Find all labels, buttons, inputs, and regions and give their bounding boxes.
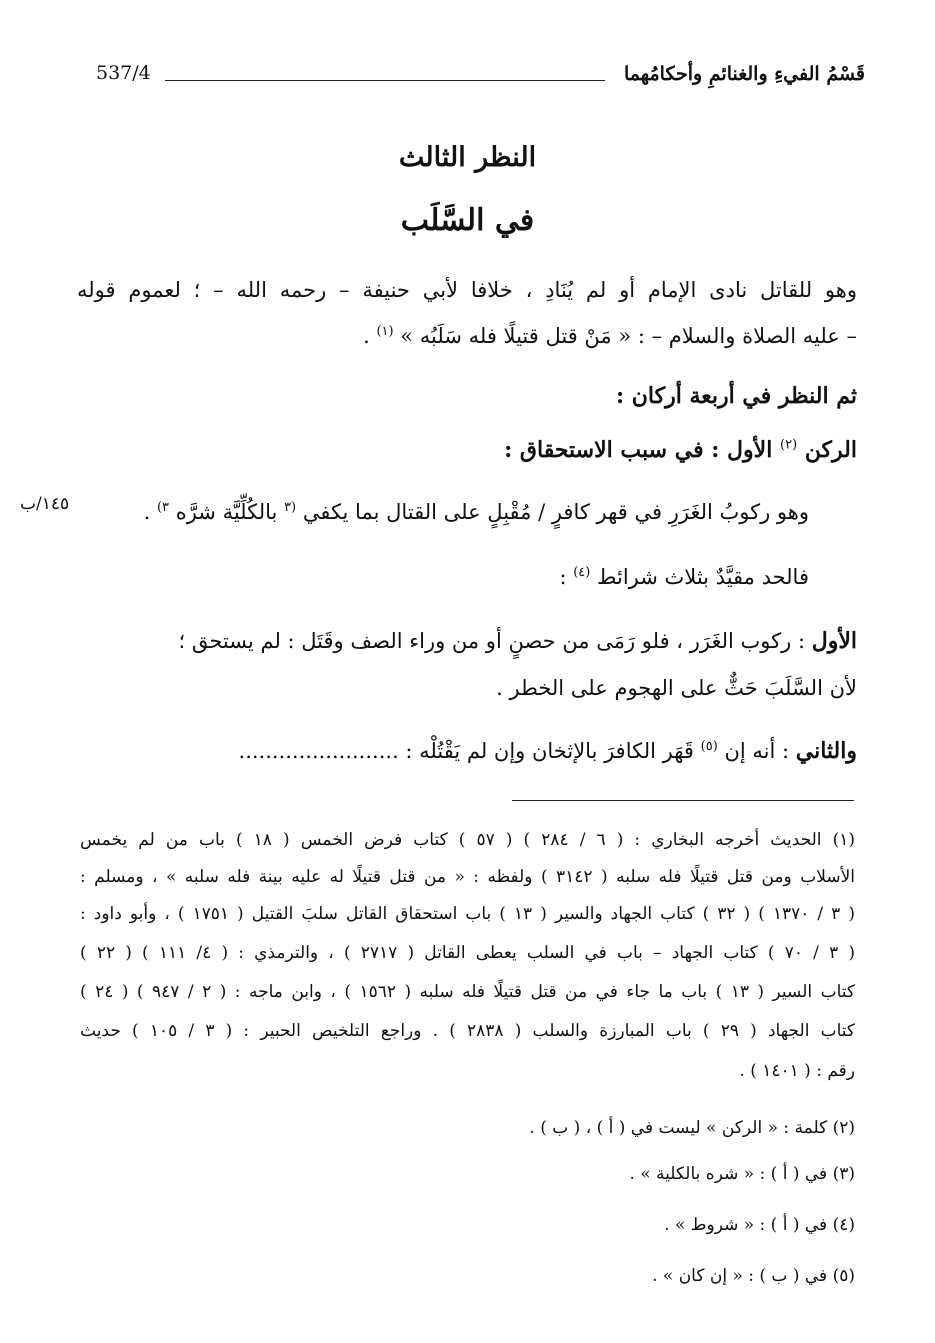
para2-line1-text: وهو ركوبُ الغَرَرِ في قهر كافرٍ / مُقْبِلٍ على القتال بما يكفي: [302, 500, 809, 524]
page-number: 537/4: [96, 62, 151, 84]
para1-line2: [363, 324, 857, 348]
para1-line2-end: .: [363, 324, 370, 348]
footnote-1-line7: رقم : ( ١٤٠١ ) .: [739, 1061, 855, 1081]
first-condition-line2: لأن السَّلَبَ حَثٌّ على الهجوم على الخطر .: [496, 676, 857, 700]
second-text-b: قَهَر الكافرَ بالإثخان وإن لم يَقْتُلْه : ........................: [238, 739, 694, 763]
footnote-2: (٢) كلمة : « الركن » ليست في ( أ ) ، ( ب ) .: [529, 1118, 855, 1138]
para2-line1-mid: بالكُلِّيَّة شرَّه: [175, 500, 278, 524]
running-title: قَسْمُ الفيءِ والغنائمِ وأحكامُهما: [623, 63, 865, 85]
section-heading: النظر الثالث: [398, 142, 537, 173]
second-text-a: : أنه إن: [724, 739, 796, 763]
footnote-1-line2: الأسلاب ومن قتل قتيلًا فله سلبه ( ٣١٤٢ ) ولفظه : « من قتل قتيلًا له عليه بينة فله سلبه » ، ومسلم :: [80, 867, 855, 887]
intro-line: ثم النظر في أربعة أركان :: [615, 383, 857, 409]
para2-line1: [144, 500, 809, 524]
rukn-word: الركن: [804, 437, 857, 463]
first-condition-line1: [178, 628, 857, 654]
marginal-folio-note: ١٤٥/ب: [20, 494, 70, 514]
header-rule: [165, 80, 605, 81]
footnote-ref-5: (٥): [700, 739, 718, 754]
footnote-ref-1: (١): [376, 324, 394, 339]
footnote-5: (٥) في ( ب ) : « إن كان » .: [652, 1266, 855, 1286]
second-condition-line: [239, 738, 857, 764]
footnote-1-line4: ( ٣ / ٧٠ ) كتاب الجهاد – باب في السلب يعطى القاتل ( ٢٧١٧ ) ، والترمذي : ( ٤/ ١١١ ) ( ٢٢ ): [80, 943, 856, 963]
subsection-heading: في السَّلَب: [400, 203, 535, 238]
footnote-separator: [512, 800, 854, 801]
footnote-ref-3-open: (٣: [284, 500, 297, 515]
para2-line1-end: .: [143, 500, 151, 524]
footnote-1-line3: ( ٣ / ١٣٧٠ ) ( ٣٢ ) كتاب الجهاد والسير ( ١٣ ) باب استحقاق القاتل سلبَ القتيل ( ١٧٥١ ) ، وأبو داود :: [80, 904, 855, 924]
footnote-ref-4: (٤): [573, 565, 591, 580]
para2-line2: [559, 565, 809, 589]
rukn-title: الأول : في سبب الاستحقاق :: [504, 437, 773, 463]
para1-line2-text: – عليه الصلاة والسلام – : « مَنْ قتل قتيلًا فله سَلَبُه »: [400, 324, 857, 348]
footnote-ref-3-close: ٣): [156, 500, 170, 515]
footnote-3: (٣) في ( أ ) : « شره بالكلية » .: [629, 1164, 855, 1184]
footnote-1-line6: كتاب الجهاد ( ٢٩ ) باب المبارزة والسلب ( ٢٨٣٨ ) . وراجع التلخيص الحبير : ( ٣ / ١٠٥ ) حديث: [80, 1021, 855, 1041]
footnote-1-line1: (١) الحديث أخرجه البخاري : ( ٦ / ٢٨٤ ) ( ٥٧ ) كتاب فرض الخمس ( ١٨ ) باب من لم يخمس: [80, 830, 855, 850]
first-line1-text: : ركوب الغَرَر ، فلو رَمَى من حصنٍ أو من وراء الصف وقَتَل : لم يستحق ؛: [178, 629, 812, 653]
footnote-1-line5: كتاب السير ( ١٣ ) باب ما جاء في من قتل قتيلًا فله سلبه ( ١٥٦٢ ) ، وابن ماجه : ( ٢ / ٩٤٧ ) ( ٢٤ ): [80, 982, 855, 1002]
footnote-ref-2: (٢): [780, 437, 798, 453]
para2-line2-end: :: [559, 565, 567, 589]
para2-line2-text: فالحد مقيَّدٌ بثلاث شرائط: [597, 565, 809, 589]
first-label: الأول: [811, 628, 857, 654]
para1-line1: وهو للقاتل نادى الإمام أو لم يُنَادِ ، خلافا لأبي حنيفة – رحمه الله – ؛ لعموم قوله: [77, 278, 857, 302]
footnote-4: (٤) في ( أ ) : « شروط » .: [664, 1215, 855, 1235]
second-label: والثاني: [795, 738, 857, 764]
rukn-heading: [504, 437, 857, 463]
